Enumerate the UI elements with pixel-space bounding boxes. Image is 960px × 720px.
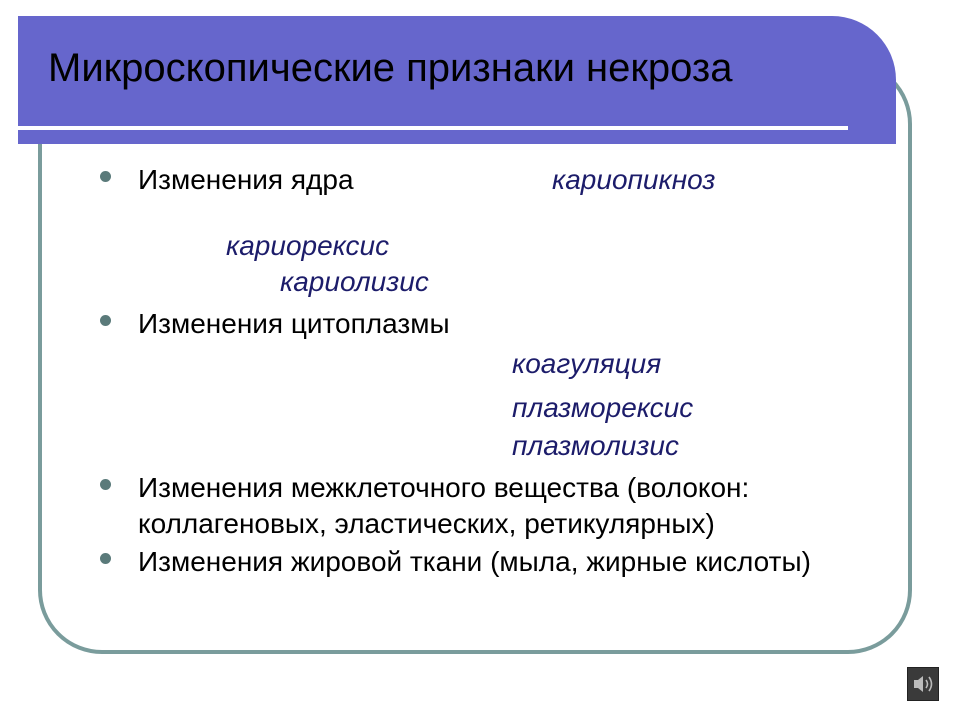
bullet-text: Изменения межклеточного вещества (волокон: коллагеновых, эластических, ретикулярных): [138, 472, 750, 539]
slide-title: Микроскопические признаки некроза: [48, 46, 733, 90]
bullet-dot-icon: [100, 315, 111, 326]
nucleus-term: кариорексис: [226, 230, 390, 261]
speaker-icon[interactable]: [907, 667, 939, 701]
bullet-dot-icon: [100, 479, 111, 490]
bullet-dot-icon: [100, 171, 111, 182]
bullet-text: Изменения жировой ткани (мыла, жирные кислоты): [138, 546, 811, 577]
cytoplasm-term: плазмолизис: [512, 430, 679, 461]
title-bar: [18, 16, 896, 144]
bullet-text: Изменения цитоплазмы: [138, 308, 450, 339]
cytoplasm-term: плазморексис: [512, 392, 694, 423]
cytoplasm-term: коагуляция: [512, 348, 662, 379]
title-underline: [18, 126, 848, 130]
nucleus-term: кариопикноз: [552, 164, 716, 195]
bullet-text: Изменения ядра: [138, 164, 354, 195]
nucleus-term: кариолизис: [280, 266, 429, 297]
bullet-dot-icon: [100, 553, 111, 564]
